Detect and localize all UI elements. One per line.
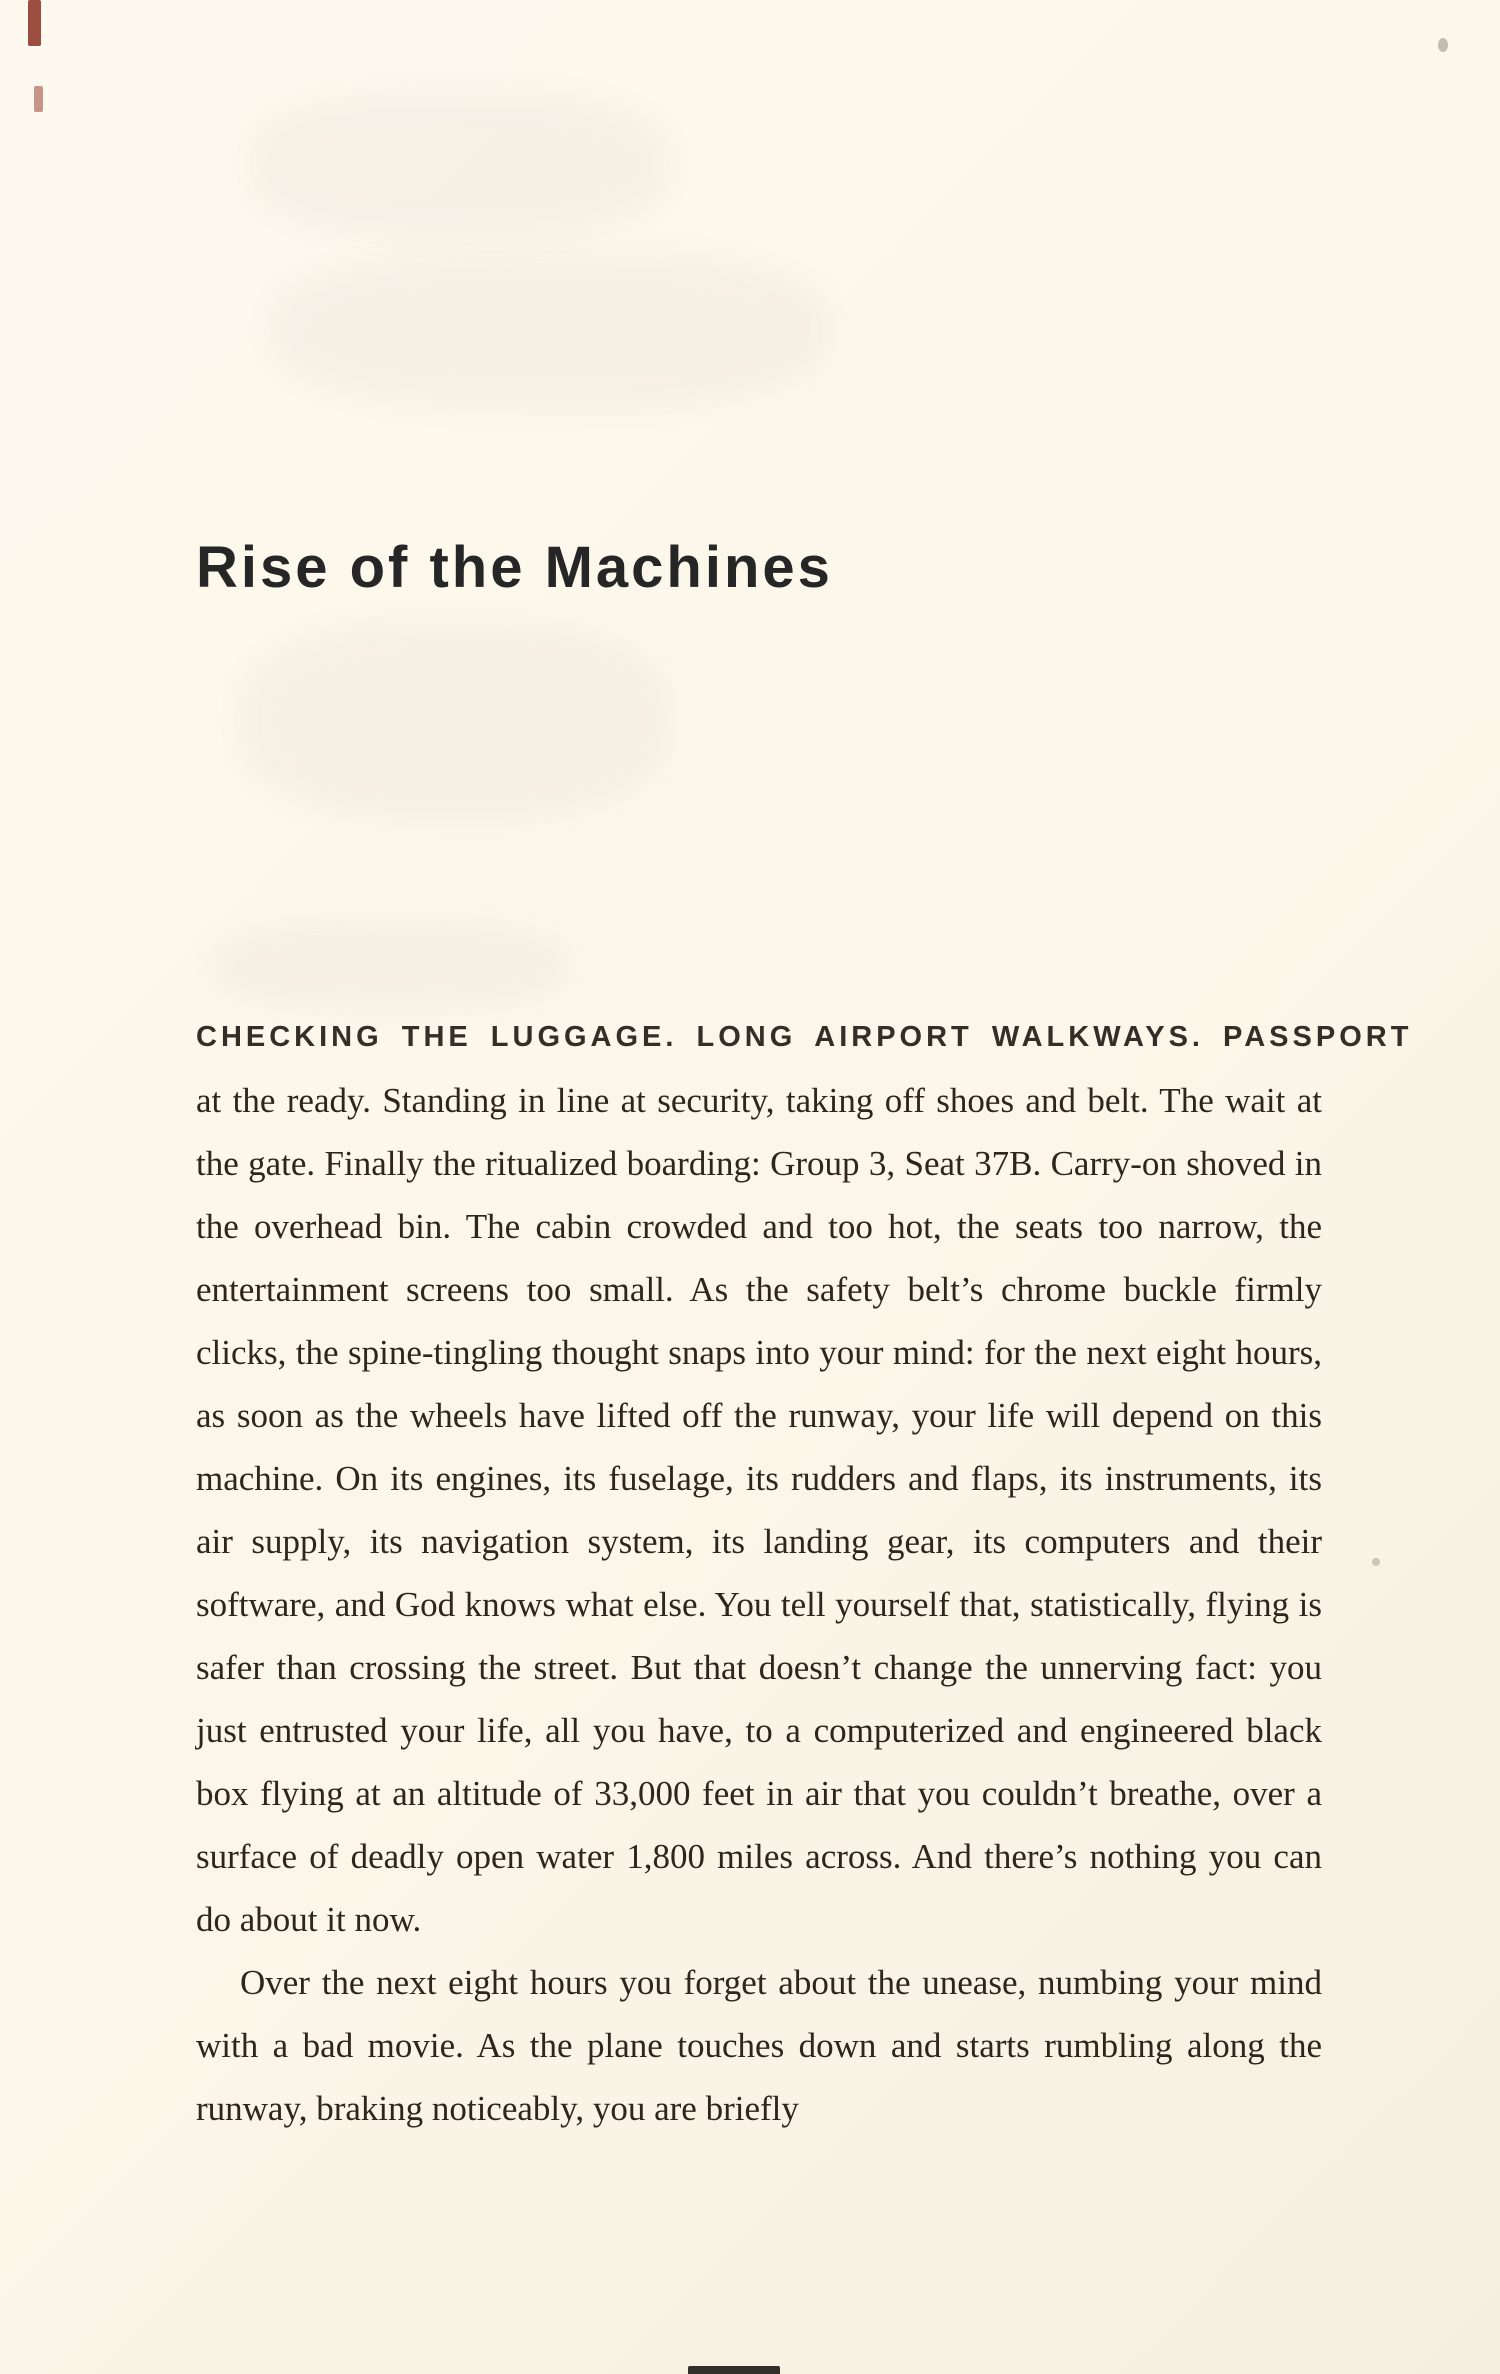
scan-artifact-red-mark xyxy=(28,0,41,46)
scan-artifact-bottom-edge xyxy=(688,2366,780,2374)
paragraph-second: Over the next eight hours you forget about the unease, numbing your mind with a bad movie. As the plane touches down and starts rumbling along the runway, braking noticeably, you are briefly xyxy=(196,1963,1322,2128)
chapter-title: Rise of the Machines xyxy=(196,535,833,600)
page-bleedthrough-smudge xyxy=(250,90,670,240)
paragraph-opening xyxy=(196,1006,1413,1951)
scan-artifact-gray-dot xyxy=(1372,1558,1380,1566)
scan-artifact-red-mark xyxy=(34,86,43,112)
page-bleedthrough-smudge xyxy=(210,920,570,1010)
page-bleedthrough-smudge xyxy=(240,620,670,820)
paragraph-opening-text: at the ready. Standing in line at security, taking off shoes and belt. The wait at the gate. Finally the ritualized boarding: Group 3, Seat 37B. Carry-on shoved in the overhead bin. The cabin crowded and too hot, the seats too narrow, the entertainment screens too small. As the safety belt’s chrome buckle firmly clicks, the spine-tingling thought snaps into your mind: for the next eight hours, as soon as the wheels have lifted off the runway, your life will depend on this machine. On its engines, its fuselage, its rudders and flaps, its instruments, its air supply, its navigation system, its landing gear, its computers and their software, and God knows what else. You tell yourself that, statistically, flying is safer than crossing the street. But that doesn’t change the unnerving fact: you just entrusted your life, all you have, to a computerized and engineered black box flying at an altitude of 33,000 feet in air that you couldn’t breathe, over a surface of deadly open water 1,800 miles across. And there’s nothing you can do about it now. xyxy=(196,1081,1322,1939)
scan-artifact-gray-dot xyxy=(1438,38,1448,52)
lead-in-caps-line: CHECKING THE LUGGAGE. LONG AIRPORT WALKWAYS. PASSPORT xyxy=(196,1021,1413,1053)
page-bleedthrough-smudge xyxy=(270,250,830,410)
body-text-block xyxy=(196,1006,1413,2140)
